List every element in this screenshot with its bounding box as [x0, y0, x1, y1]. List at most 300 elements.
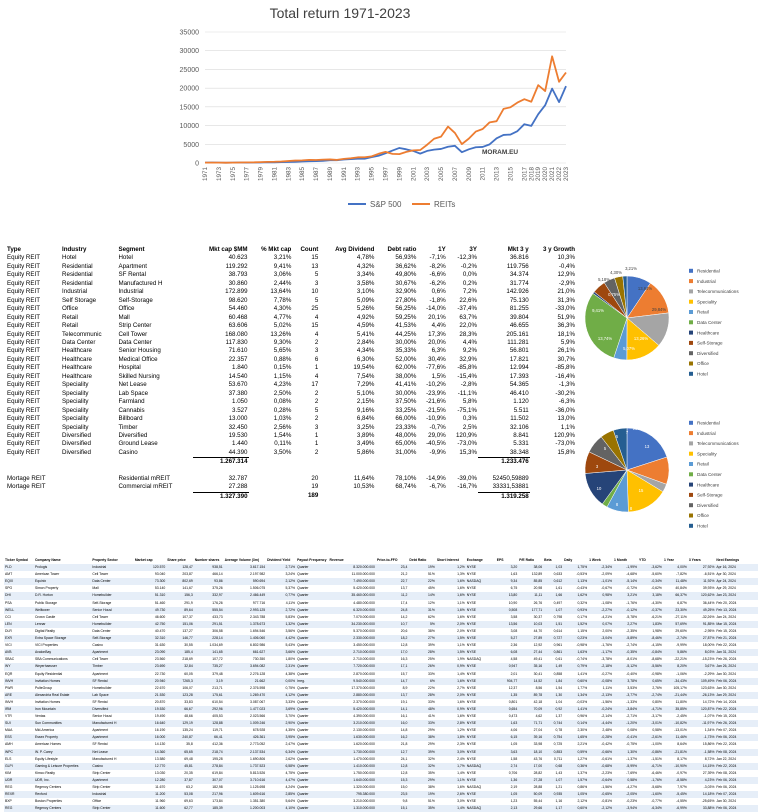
companies-cell: 5.420.000.000	[329, 585, 376, 592]
pie-data-label: 13,26%	[633, 336, 649, 341]
x-tick-label: 1989	[326, 167, 334, 182]
companies-cell: Homebuilder	[91, 592, 133, 599]
companies-cell: 51.310	[134, 592, 166, 599]
segments-cell: 0,2%	[462, 279, 477, 287]
segments-cell: 37,50%	[395, 398, 417, 406]
segments-cell: Industrial	[62, 288, 88, 296]
companies-cell: 2,74	[496, 763, 518, 770]
companies-cell: 33,88%	[688, 805, 715, 812]
segments-cell: 1.050	[232, 398, 248, 406]
companies-cell: Feb 21, 2024	[715, 635, 758, 642]
table-row	[4, 741, 758, 748]
companies-cell: EQR	[4, 671, 34, 678]
table-row	[4, 671, 758, 678]
companies-cell: 120.570	[134, 564, 166, 571]
segments-cell: 34.374	[509, 271, 529, 279]
segments-cell: 35,33%	[395, 347, 417, 355]
companies-cell: 0,32%	[563, 600, 588, 607]
segments-cell: Equity REIT	[7, 279, 41, 287]
companies-cell: Jan 22, 2024	[715, 756, 758, 763]
companies-cell: Quarter	[296, 663, 328, 670]
companies-cell: NASDAQ	[466, 784, 496, 791]
segments-cell: Equity REIT	[7, 372, 41, 380]
segments-cell: 17.393	[509, 372, 529, 380]
companies-cell: 1,58	[496, 756, 518, 763]
segments-row	[6, 280, 576, 288]
segments-spacer-row	[6, 467, 576, 475]
companies-cell: 91,85%	[688, 621, 715, 628]
companies-cell: 18,2	[376, 635, 408, 642]
companies-cell: 1,7%	[436, 763, 466, 770]
companies-cell: 1,2%	[436, 727, 466, 734]
companies-cell: Equinix	[34, 578, 91, 585]
segments-row	[6, 263, 576, 271]
segments-row	[6, 390, 576, 398]
companies-cell: 23.560	[134, 656, 166, 663]
companies-cell: -6,46%	[638, 770, 663, 777]
companies-cell: 2.466.449	[224, 592, 266, 599]
segments-cell: 4	[314, 372, 319, 380]
companies-cell: NYSE	[466, 713, 496, 720]
segments-cell: -39,0%	[457, 474, 477, 482]
companies-cell: Apartment	[91, 727, 133, 734]
segments-cell: 5,02%	[273, 322, 292, 330]
companies-cell: AMT	[4, 571, 34, 578]
pie-data-label: 3,21%	[625, 266, 637, 271]
companies-cell: Manufactured H	[91, 720, 133, 727]
companies-cell: -6,51%	[688, 571, 715, 578]
companies-header-cell: Dividend Yield	[266, 557, 296, 564]
segments-cell: 32.787	[228, 474, 248, 482]
segments-cell: Senior Housing	[118, 347, 161, 355]
companies-cell: Weyerhaeuser	[34, 663, 91, 670]
companies-cell: 4.480.000.000	[329, 600, 376, 607]
segments-cell: Industrial	[118, 288, 144, 296]
companies-cell: 123,28	[166, 692, 193, 699]
companies-cell: INVH	[4, 699, 34, 706]
legend-swatch	[689, 493, 693, 497]
companies-cell: 13.580	[134, 756, 166, 763]
companies-cell: 0,711	[543, 756, 563, 763]
companies-cell: EQIX	[4, 578, 34, 585]
x-tick-label: 1999	[396, 167, 404, 182]
companies-cell: Office	[91, 798, 133, 805]
companies-cell: 33%	[408, 671, 435, 678]
companies-cell: Quarter	[296, 585, 328, 592]
companies-cell: 5.813.526	[224, 770, 266, 777]
companies-cell: 14%	[408, 592, 435, 599]
segments-cell: 17	[311, 381, 319, 389]
companies-cell: 49,25%	[688, 607, 715, 614]
segments-row	[6, 331, 576, 339]
table-row	[4, 571, 758, 578]
segments-cell: Speciality	[62, 398, 89, 406]
companies-cell: 1.009.246	[224, 720, 266, 727]
companies-cell: -0,61%	[588, 756, 613, 763]
companies-cell: 291,51	[194, 621, 224, 628]
companies-cell: 4.390.000.000	[329, 713, 376, 720]
companies-cell: 1,27%	[563, 756, 588, 763]
legend-swatch	[689, 514, 693, 518]
segments-cell: Data Center	[118, 338, 152, 346]
segments-cell: 27,80%	[395, 296, 417, 304]
segments-cell: -21,6%	[426, 398, 446, 406]
segments-cell: 7,29%	[356, 381, 375, 389]
segments-row	[6, 271, 576, 279]
companies-cell: 678.928	[224, 727, 266, 734]
segments-cell: 31,3%	[557, 296, 575, 304]
companies-cell: 9.540.000.000	[329, 678, 376, 685]
companies-cell: NYSE	[466, 727, 496, 734]
companies-cell: 1,4%	[436, 770, 466, 777]
segments-cell: 3,10%	[356, 288, 375, 296]
companies-cell: 1,77%	[563, 685, 588, 692]
companies-cell: 38%	[408, 734, 435, 741]
companies-cell: Quarter	[296, 734, 328, 741]
x-tick-label: 1997	[382, 167, 390, 182]
segments-cell: 1,5%	[431, 372, 446, 380]
companies-cell: -0,28%	[588, 734, 613, 741]
companies-cell: NASDAQ	[466, 805, 496, 812]
segments-cell: Equity REIT	[7, 254, 41, 262]
segments-cell: Strip Center	[118, 322, 152, 330]
segments-cell: Residential	[62, 262, 93, 270]
segments-cell: 5,8%	[462, 398, 477, 406]
companies-cell: 1,49	[543, 663, 563, 670]
companies-cell: 0,754	[543, 734, 563, 741]
segments-cell: Equity REIT	[7, 381, 41, 389]
companies-cell: Iron Mountain	[34, 706, 91, 713]
companies-cell: 14.130	[134, 741, 166, 748]
companies-cell: 146,77	[166, 635, 193, 642]
companies-cell: -6,21%	[638, 614, 663, 621]
legend-swatch	[689, 472, 693, 476]
companies-cell: 306,58	[194, 628, 224, 635]
segments-table-header	[6, 246, 576, 254]
companies-cell: -6,71%	[638, 763, 663, 770]
companies-cell: Essex Property	[34, 734, 91, 741]
companies-cell: 156,3	[166, 592, 193, 599]
grand-total-row	[6, 492, 576, 501]
segments-cell: 0,28%	[273, 406, 292, 414]
segments-cell: Cell Tower	[118, 330, 148, 338]
table-row	[4, 578, 758, 585]
segments-cell: 4,34%	[356, 347, 375, 355]
segments-cell: 30,00%	[395, 338, 417, 346]
x-tick-label: 1971	[202, 167, 209, 182]
segments-cell: 48,00%	[395, 431, 417, 439]
pie-data-label: 5,07%	[623, 346, 635, 351]
companies-cell: 0,725	[543, 741, 563, 748]
segments-cell: 19.530	[228, 431, 248, 439]
companies-cell: -2,12%	[588, 805, 613, 812]
companies-cell: 3,58	[496, 614, 518, 621]
segments-cell	[375, 458, 417, 467]
companies-cell: 23,5	[376, 791, 408, 798]
companies-cell: 1.737.523	[224, 763, 266, 770]
segments-cell	[319, 492, 375, 501]
companies-cell: Mar 15, 2024	[715, 621, 758, 628]
segments-cell: -16,7%	[457, 483, 477, 491]
companies-cell: 32.310	[134, 635, 166, 642]
companies-cell: 2,0%	[436, 692, 466, 699]
segments-cell: 120,9%	[455, 431, 477, 439]
companies-cell: 120,62%	[688, 592, 715, 599]
companies-cell: 18,10	[518, 749, 543, 756]
companies-cell: 218,69	[166, 656, 193, 663]
companies-cell: -4,27%	[613, 784, 638, 791]
companies-cell: Quarter	[296, 621, 328, 628]
segments-cell: 62,00%	[395, 364, 417, 372]
table-row	[4, 600, 758, 607]
segments-cell	[117, 467, 193, 475]
x-tick-label: 1981	[271, 167, 279, 182]
companies-cell: 1,37%	[563, 770, 588, 777]
companies-cell: 1,21	[543, 784, 563, 791]
companies-cell: -26,13%	[688, 692, 715, 699]
segments-header-cell: Count	[300, 246, 319, 253]
segments-cell: 31,00%	[395, 449, 417, 457]
companies-cell: ARE	[4, 692, 34, 699]
companies-cell: Quarter	[296, 656, 328, 663]
segments-cell: 3	[314, 279, 319, 287]
segments-header-cell: Type	[7, 246, 21, 253]
table-row	[4, 720, 758, 727]
segments-cell: -85,8%	[555, 364, 575, 372]
companies-cell: -8,68%	[638, 656, 663, 663]
segments-cell: 15,8%	[557, 449, 575, 457]
segments-cell: Equity REIT	[7, 262, 41, 270]
companies-cell: -0,65%	[588, 791, 613, 798]
segments-cell: 52450,59889	[492, 474, 529, 482]
companies-cell: -5,56%	[638, 663, 663, 670]
segments-cell: 3,21%	[273, 254, 292, 262]
segments-cell: -21,5%	[426, 406, 446, 414]
companies-cell: 53.140	[134, 585, 166, 592]
companies-cell: 17.370.000.000	[329, 685, 376, 692]
reit-count-pie-chart	[583, 406, 763, 536]
companies-cell: 0,61	[543, 656, 563, 663]
companies-cell: 0,497	[543, 600, 563, 607]
companies-cell: 466,14	[194, 571, 224, 578]
companies-cell: 11.960	[134, 798, 166, 805]
segments-cell: Hospital	[118, 364, 141, 372]
companies-cell: -1,60%	[638, 791, 663, 798]
companies-cell: Senior Housl	[91, 607, 133, 614]
segments-cell: Equity REIT	[7, 449, 41, 457]
segments-cell	[292, 467, 319, 475]
companies-cell: Digital Realty	[34, 628, 91, 635]
segments-cell: 5	[314, 296, 319, 304]
companies-cell: 307,07	[194, 777, 224, 784]
companies-cell: 57,69%	[663, 621, 688, 628]
segments-cell: 22.357	[228, 355, 248, 363]
table-row	[4, 592, 758, 599]
companies-cell: Quarter	[296, 600, 328, 607]
companies-cell: Senior Housi	[91, 713, 133, 720]
companies-cell: 218,74	[194, 749, 224, 756]
companies-cell: 11,48%	[663, 578, 688, 585]
companies-cell: Feb 07, 2024	[715, 791, 758, 798]
segments-cell: 1.440	[232, 440, 248, 448]
companies-cell: 15,7	[376, 671, 408, 678]
companies-cell: 141,67	[166, 585, 193, 592]
x-tick-label: 2011	[479, 167, 487, 181]
segments-cell: 38.793	[228, 271, 248, 279]
segments-cell: Telecommunic	[62, 330, 102, 338]
segments-cell: 13,64%	[270, 288, 292, 296]
segments-cell: 1.327.390	[219, 492, 248, 500]
companies-cell: Quarter	[296, 741, 328, 748]
companies-cell: Casino	[91, 763, 133, 770]
companies-cell: 1,05	[496, 791, 518, 798]
segments-table	[6, 246, 576, 501]
companies-cell: 18,00%	[688, 642, 715, 649]
segments-cell: 15,3%	[459, 449, 477, 457]
legend-swatch	[689, 279, 693, 283]
companies-cell: 0,508	[496, 607, 518, 614]
companies-cell: 278,84	[194, 763, 224, 770]
segments-cell: Billboard	[118, 415, 143, 423]
segments-cell: Equity REIT	[7, 440, 41, 448]
companies-cell: 375,26	[194, 585, 224, 592]
companies-cell: NYSE	[466, 734, 496, 741]
companies-cell: DHI	[4, 592, 34, 599]
companies-cell: 21,8	[376, 741, 408, 748]
segments-cell: 1	[314, 364, 319, 372]
segments-row	[6, 424, 576, 432]
companies-cell: UDR, Inc.	[34, 777, 91, 784]
companies-cell: 0,78	[543, 727, 563, 734]
companies-cell: 3.694.082	[224, 663, 266, 670]
companies-cell: -1,76%	[613, 600, 638, 607]
companies-cell: 11.000.000.000	[329, 571, 376, 578]
segments-cell	[375, 492, 417, 501]
companies-cell: 5,83%	[266, 614, 296, 621]
companies-cell: -2,74%	[663, 635, 688, 642]
segments-cell: 17.821	[509, 355, 529, 363]
companies-cell: 1.320.000.000	[329, 784, 376, 791]
segments-cell: 3	[314, 347, 319, 355]
segments-cell: Manufactured H	[118, 279, 163, 287]
companies-cell: 6%	[408, 678, 435, 685]
y-tick-label: 10000	[179, 123, 199, 131]
companies-cell: 1.470.000.000	[329, 756, 376, 763]
companies-header-cell: Ticker Symbol	[4, 557, 34, 564]
companies-cell: 19%	[408, 791, 435, 798]
segments-cell	[530, 458, 576, 467]
companies-cell: 0,59%	[563, 749, 588, 756]
companies-cell: -21,81%	[663, 749, 688, 756]
companies-header-cell: 3 Years	[688, 557, 715, 564]
segments-cell: -6,6%	[429, 271, 446, 279]
segments-cell: 1,15%	[273, 372, 292, 380]
companies-cell: 1.630.000.000	[329, 734, 376, 741]
segments-cell: -7,1%	[429, 254, 446, 262]
companies-cell: Jan 24, 2024	[715, 614, 758, 621]
companies-cell: 16,1	[376, 713, 408, 720]
companies-cell: 1,52%	[563, 621, 588, 628]
segments-cell: Speciality	[62, 423, 89, 431]
companies-cell: -34,43%	[663, 678, 688, 685]
companies-cell: 0,58%	[638, 727, 663, 734]
companies-cell: Apartment	[91, 734, 133, 741]
companies-cell: -1,33%	[613, 699, 638, 706]
companies-cell: -0,24%	[588, 706, 613, 713]
segments-cell: 66,00%	[395, 415, 417, 423]
companies-cell: 2,85%	[266, 791, 296, 798]
companies-cell: 1.694.546	[224, 628, 266, 635]
companies-cell: 6,08	[496, 649, 518, 656]
legend-swatch	[689, 331, 693, 335]
segments-cell: Net Lease	[118, 381, 147, 389]
segments-cell: -36,0%	[555, 406, 575, 414]
companies-cell: 1.378.673	[224, 621, 266, 628]
companies-cell: VICI Properties	[34, 642, 91, 649]
segments-cell: Self-Storage	[118, 296, 153, 304]
legend-label: Data Center	[697, 320, 722, 325]
companies-cell: 14,2	[376, 614, 408, 621]
companies-cell: 24,8	[376, 607, 408, 614]
segments-cell: Equity REIT	[7, 330, 41, 338]
companies-cell: 3.710.616	[224, 777, 266, 784]
companies-cell: -3,77%	[613, 692, 638, 699]
segments-cell: 30.860	[228, 279, 248, 287]
companies-cell: 106,07	[166, 685, 193, 692]
segments-cell: 3,58%	[356, 279, 375, 287]
segments-cell: 5	[314, 406, 319, 414]
companies-header-cell: Average Volume (3m)	[224, 557, 266, 564]
y-tick-label: 20000	[179, 85, 199, 93]
segments-cell: 11.502	[510, 415, 529, 423]
segments-cell: Equity REIT	[7, 364, 41, 372]
companies-cell: 3,67%	[688, 663, 715, 670]
x-tick-label: 1987	[313, 167, 321, 182]
segments-cell: 30,67%	[395, 279, 417, 287]
companies-cell: 14,18%	[688, 791, 715, 798]
companies-cell: 3.210.000.000	[329, 720, 376, 727]
companies-cell: -1,08%	[588, 600, 613, 607]
companies-cell: 0,473	[496, 713, 518, 720]
table-row	[4, 777, 758, 784]
companies-cell: 20,98	[518, 585, 543, 592]
companies-cell: Quarter	[296, 713, 328, 720]
companies-cell: -2,74%	[638, 692, 663, 699]
segments-cell: -0,7%	[429, 423, 446, 431]
companies-cell: 0,60%	[563, 805, 588, 812]
companies-cell: 20,6	[376, 628, 408, 635]
companies-cell: NYSE	[466, 649, 496, 656]
companies-cell: 3,0%	[436, 798, 466, 805]
segments-row	[6, 373, 576, 381]
companies-cell: NYSE	[466, 607, 496, 614]
companies-cell: 16,3	[376, 656, 408, 663]
companies-cell: 0,93%	[563, 607, 588, 614]
companies-cell: 60,05	[166, 671, 193, 678]
segments-cell: Commercial mREIT	[118, 483, 173, 491]
companies-cell: 11,46%	[663, 734, 688, 741]
segments-row	[6, 254, 576, 262]
companies-cell: -0,43%	[563, 585, 588, 592]
companies-cell: 27%	[408, 635, 435, 642]
segments-cell: 1.233.476	[501, 458, 529, 466]
segments-cell: -11,1%	[457, 389, 477, 397]
segments-cell	[530, 492, 576, 501]
companies-cell: 8,17%	[663, 756, 688, 763]
segments-cell: -2,9%	[558, 279, 575, 287]
segments-cell: 5,10%	[356, 389, 375, 397]
companies-cell: Invitation Homes	[34, 699, 91, 706]
